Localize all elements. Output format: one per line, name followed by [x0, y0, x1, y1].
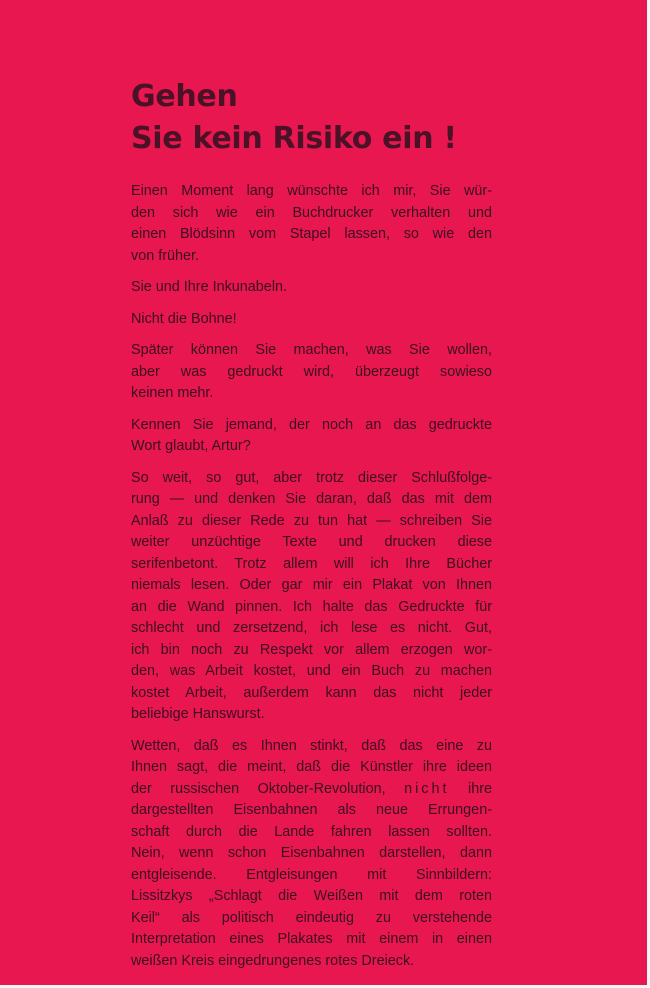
- text-line: keinen mehr.: [131, 385, 214, 401]
- text-fragment: ihre: [449, 780, 492, 797]
- emphasized-word: nicht: [404, 780, 450, 797]
- text-line: aber was gedruckt wird, überzeugt sowieso: [131, 363, 492, 380]
- text-line: Anlaß zu dieser Rede zu tun hat — schreiben Sie: [131, 512, 492, 529]
- heading-line-2: Sie kein Risiko ein !: [131, 121, 457, 156]
- text-line: Wort glaubt, Artur?: [131, 438, 251, 454]
- text-line: von früher.: [131, 247, 199, 264]
- text-line: dargestellten Eisenbahnen als neue Errungen-: [131, 802, 492, 818]
- text-line: Interpretation eines Plakates mit einem in einen: [131, 931, 492, 947]
- text-line: serifenbetont. Trotz allem will ich Ihre Bücher: [131, 555, 492, 572]
- text-line: Nein, wenn schon Eisenbahnen darstellen, dann: [131, 845, 492, 861]
- text-line: einen Blödsinn vom Stapel lassen, so wie den: [131, 226, 492, 242]
- text-line: schlecht und zersetzend, ich lese es nicht. Gut,: [131, 620, 492, 636]
- text-line: So weit, so gut, aber trotz dieser Schlußfolge-: [131, 469, 492, 486]
- text-line: Später können Sie machen, was Sie wollen,: [131, 342, 492, 358]
- body-text: [131, 181, 492, 982]
- text-line: weiter unzüchtige Texte und drucken diese: [131, 534, 492, 550]
- paragraph-6: [131, 468, 492, 726]
- paragraph-3: [131, 309, 492, 331]
- text-line: Keil“ als politisch eindeutig zu verstehende: [131, 909, 492, 926]
- text-line: Einen Moment lang wünschte ich mir, Sie wür-: [131, 183, 492, 199]
- text-fragment: der russischen Oktober-Revolution,: [131, 780, 405, 797]
- text-line: weißen Kreis eingedrungenes rotes Dreieck.: [131, 952, 415, 969]
- paragraph-7: [131, 736, 492, 973]
- paragraph-2: [131, 277, 492, 299]
- text-line: Nicht die Bohne!: [131, 310, 237, 327]
- text-line: an die Wand pinnen. Ich halte das Gedruckte für: [131, 598, 492, 615]
- text-line: Wetten, daß es Ihnen stinkt, daß das eine zu: [131, 737, 492, 754]
- text-line: Ihnen sagt, die meint, daß die Künstler ihre ideen: [131, 759, 492, 775]
- text-line: niemals lesen. Oder gar mir ein Plakat von Ihnen: [131, 577, 492, 593]
- text-line: Kennen Sie jemand, der noch an das gedruckte: [131, 416, 492, 433]
- text-line: entgleisende. Entgleisungen mit Sinnbildern:: [131, 866, 492, 883]
- text-line: rung — und denken Sie daran, daß das mit dem: [131, 491, 492, 507]
- text-line: den, was Arbeit kostet, und ein Buch zu machen: [131, 663, 492, 679]
- paragraph-5: [131, 415, 492, 458]
- text-line: [131, 779, 492, 801]
- heading-line-1: Gehen: [131, 79, 238, 114]
- text-line: Sie und Ihre Inkunabeln.: [131, 279, 288, 295]
- text-line: ich bin noch zu Respekt vor allem erzogen wor-: [131, 641, 492, 658]
- text-line: schaft durch die Lande fahren lassen sollten.: [131, 823, 492, 840]
- paragraph-1: [131, 181, 492, 267]
- text-line: Lissitzkys „Schlagt die Weißen mit dem roten: [131, 888, 492, 904]
- paragraph-4: [131, 340, 492, 405]
- text-line: kostet Arbeit, außerdem kann das nicht jeder: [131, 684, 492, 701]
- text-line: beliebige Hanswurst.: [131, 706, 265, 722]
- page-heading: [131, 76, 531, 160]
- text-line: den sich wie ein Buchdrucker verhalten und: [131, 204, 492, 221]
